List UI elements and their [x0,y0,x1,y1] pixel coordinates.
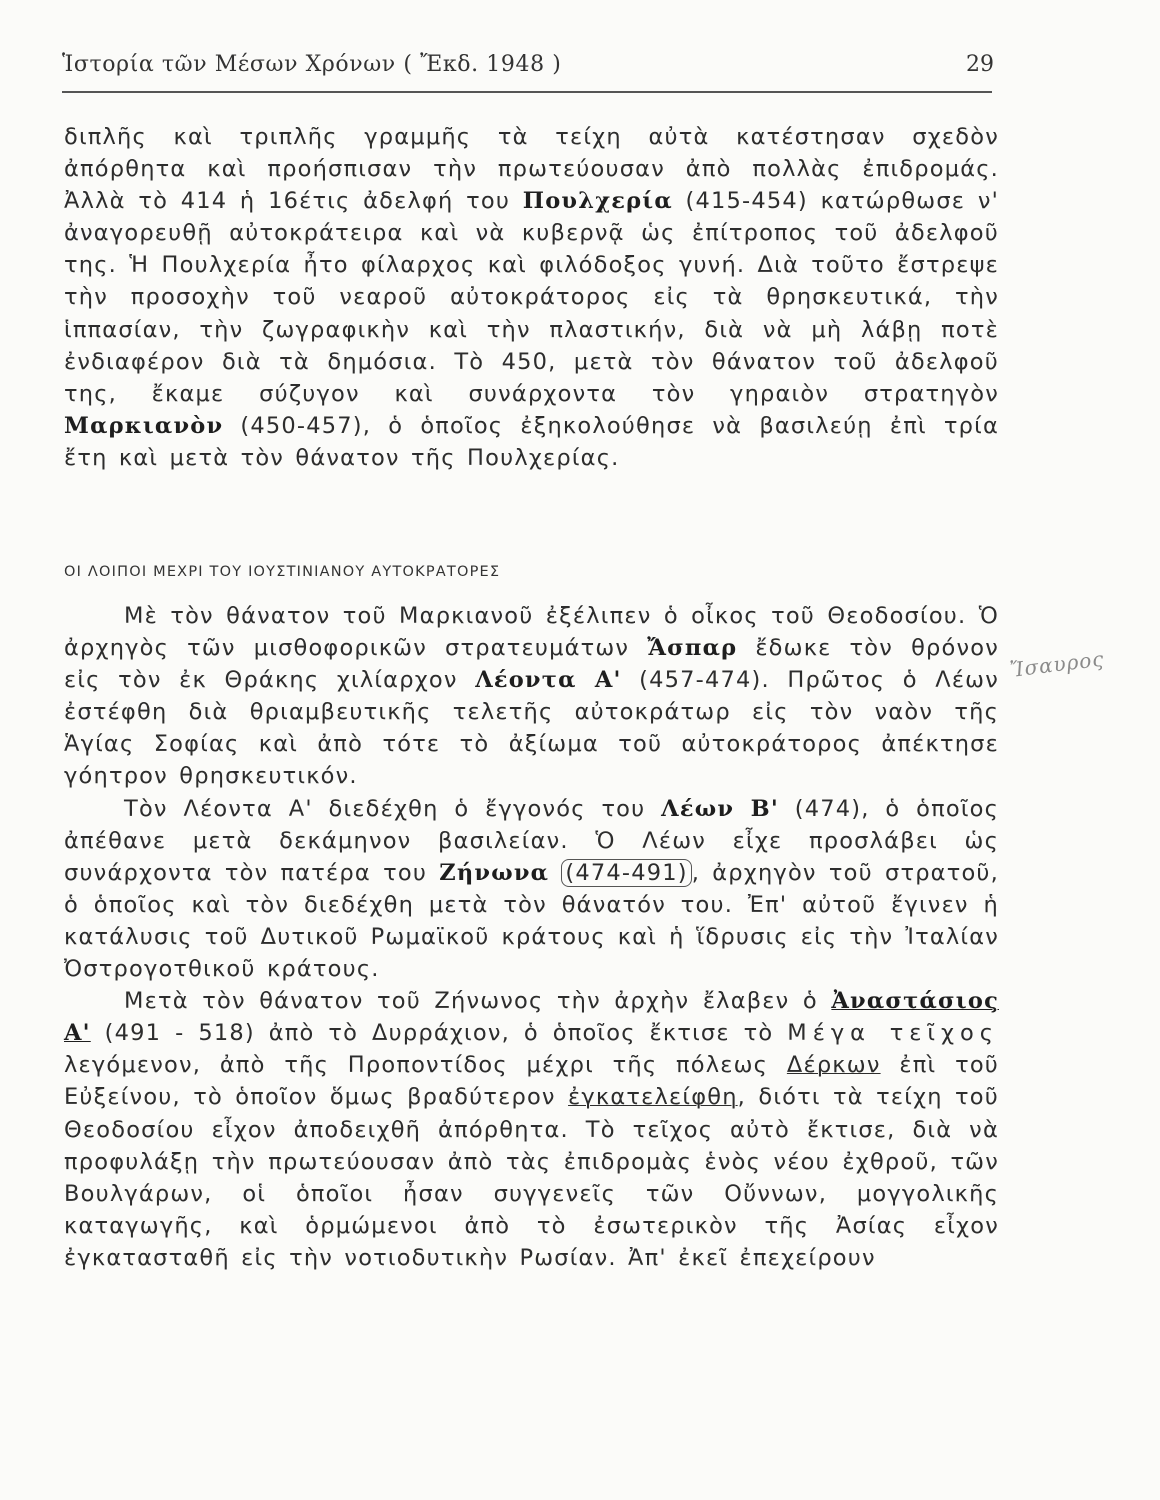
text-run: ἐπὶ τοῦ Εὐξείνου, τὸ ὁποῖον ὅμως βραδύτερον [64,1052,1000,1111]
header-title: Ἱστορία τῶν Μέσων Χρόνων ( Ἔκδ. 1948 ) [62,52,562,77]
handwritten-margin-note: Ἴσαυρος [1008,646,1106,682]
text-run [549,860,561,886]
text-run: (415-454) κατώρθωσε ν' ἀναγορευθῇ αὐτοκράτειρα καὶ νὰ κυβερνᾷ ὡς ἐπίτροπος τοῦ ἀδελφοῦ της. Ἡ Πουλχερία ἦτο φίλαρχος καὶ φιλόδοξος γυνή. Διὰ τοῦτο ἔστρεψε τὴν προσοχὴν τοῦ νεαροῦ αὐτοκράτορος εἰς τὰ θρησκευτικά, τὴν ἱππασίαν, τὴν ζωγραφικὴν καὶ τὴν πλαστικήν, διὰ νὰ μὴ λάβῃ ποτὲ ἐνδιαφέρον διὰ τὰ δημόσια. Τὸ 450, μετὰ τὸν θάνατον τοῦ ἀδελφοῦ της, ἔκαμε σύζυγον καὶ συνάρχοντα τὸν γηραιὸν στρατηγὸν [64,188,999,407]
bold-name-leo-i: Λέοντα Α' [475,667,622,694]
bold-name-anastasius: Ἀναστάσιος Α' [64,988,999,1047]
bold-name-aspar: Ἄσπαρ [647,635,738,662]
bold-name-pulcheria: Πουλχερία [522,188,673,215]
body-text [64,600,999,1274]
text-run: λεγόμενον, ἀπὸ τῆς Προποντίδος μέχρι τῆς πόλεως [64,1052,787,1079]
text-run: , διότι τὰ τείχη τοῦ Θεοδοσίου εἶχον ἀποδειχθῆ ἀπόρθητα. Τὸ τεῖχος αὐτὸ ἔκτισε, διὰ νὰ προφυλάξῃ τὴν πρωτεύουσαν ἀπὸ τὰς ἐπιδρομὰς ἑνὸς νέου ἐχθροῦ, τῶν Βουλγάρων, οἱ ὁποῖοι ἦσαν συγγενεῖς τῶν Οὔννων, μογγολικῆς καταγωγῆς, καὶ ὁρμώμενοι ἀπὸ τὸ ἐσωτερικὸν τῆς Ἀσίας εἶχον ἐγκατασταθῆ εἰς τὴν νοτιοδυτικὴν Ρωσίαν. Ἀπ' ἐκεῖ ἐπεχείρουν [64,1084,999,1271]
paragraph-anastasius [64,985,999,1274]
header-rule [62,91,992,93]
text-run: , ἀρχηγὸν τοῦ στρατοῦ, ὁ ὁποῖος καὶ τὸν διεδέχθη μετὰ τὸν θάνατόν του. Ἐπ' αὐτοῦ ἔγινεν ἡ κατάλυσις τοῦ Δυτικοῦ Ρωμαϊκοῦ κράτους καὶ ἡ ἵδρυσις εἰς τὴν Ἰταλίαν Ὀστρογοτθικοῦ κράτους. [64,859,999,983]
running-header [62,52,992,92]
text-run: (474), ὁ ὁποῖος ἀπέθανε μετὰ δεκάμηνον βασιλείαν. Ὁ Λέων εἶχε προσλάβει ὡς συνάρχοντα τὸν πατέρα του [64,795,1000,886]
circled-dates: (474-491) [561,859,691,887]
underlined-word-abandoned: ἐγκατελείφθη [568,1084,738,1111]
paragraph-zeno [64,793,999,986]
text-run: διπλῆς καὶ τριπλῆς γραμμῆς τὰ τείχη αὐτὰ κατέστησαν σχεδὸν ἀπόρθητα καὶ προήσπισαν τὴν πρωτεύουσαν ἀπὸ πολλὰς ἐπιδρομάς. Ἀλλὰ τὸ 414 ἡ 16έτις ἀδελφή του [64,124,999,215]
spaced-term-long-wall: Μέγα τεῖχος [787,1020,1000,1047]
bold-name-zeno: Ζήνωνα [439,859,550,886]
paragraph-leo [64,600,999,793]
text-run: (450-457), ὁ ὁποῖος ἐξηκολούθησε νὰ βασιλεύῃ ἐπὶ τρία ἔτη καὶ μετὰ τὸν θάνατον τῆς Πουλχερίας. [64,412,999,471]
text-run: Τὸν Λέοντα Α' διεδέχθη ὁ ἔγγονός του [124,795,662,822]
underlined-place-derkon: Δέρκων [786,1052,881,1079]
text-run: (491 - 518) ἀπὸ τὸ Δυρράχιον, ὁ ὁποῖος ἔκτισε τὸ [90,1020,788,1047]
paragraph-pulcheria [64,121,999,474]
section-heading: ΟΙ ΛΟΙΠΟΙ ΜΕΧΡΙ ΤΟΥ ΙΟΥΣΤΙΝΙΑΝΟΥ ΑΥΤΟΚΡΑΤΟΡΕΣ [64,564,501,580]
page-number: 29 [966,52,994,77]
text-run: Μετὰ τὸν θάνατον τοῦ Ζήνωνος τὴν ἀρχὴν ἔλαβεν ὁ [124,988,832,1015]
text-run: ἔδωκε τὸν θρόνον εἰς τὸν ἐκ Θράκης χιλίαρχον [64,635,999,694]
bold-name-marcian: Μαρκιανὸν [64,412,224,439]
bold-name-leo-ii: Λέων Β' [661,795,779,822]
text-run: (457-474). Πρῶτος ὁ Λέων ἐστέφθη διὰ θριαμβευτικῆς τελετῆς αὐτοκράτωρ εἰς τὸν ναὸν τῆς Ἁγίας Σοφίας καὶ ἀπὸ τότε τὸ ἀξίωμα τοῦ αὐτοκράτορος ἀπέκτησε γόητρον θρησκευτικόν. [64,667,999,790]
text-run: Μὲ τὸν θάνατον τοῦ Μαρκιανοῦ ἐξέλιπεν ὁ οἶκος τοῦ Θεοδοσίου. Ὁ ἀρχηγὸς τῶν μισθοφορικῶν στρατευμάτων [64,603,999,662]
